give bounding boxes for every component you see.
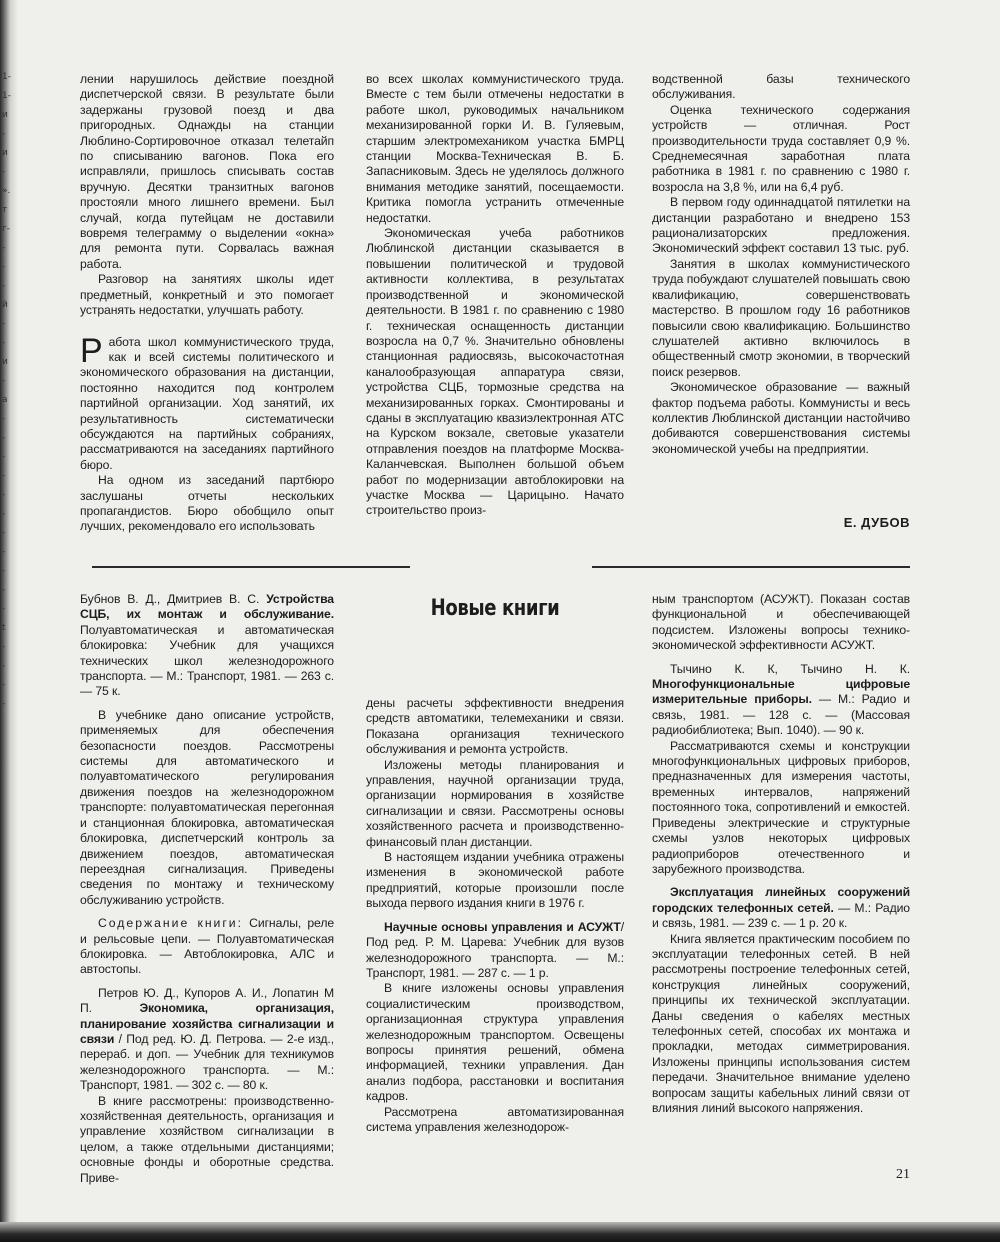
article-column-2 xyxy=(366,72,624,519)
margin-fragment: - xyxy=(2,471,6,481)
book-authors: Тычино К. К, Тычино Н. К. xyxy=(670,661,910,676)
page-number: 21 xyxy=(896,1167,910,1182)
book-entry xyxy=(652,885,910,931)
book-description: Книга является практическим пособием по эксплуатации телефонных сетей. В ней рассмотрены построение телефонных сетей, конструкция линейных сооружений, принципы их технической эксплуатации. Даны сведения о кабелях местных телефонных сетей, способах их монтажа и прокладки, методах симметрирования. Изложены принципы использования систем передачи. Значительное внимание уделено вопросам защиты кабельных линий связи от влияния линий высокого напряжения. xyxy=(652,931,910,1115)
book-authors: Петров Ю. Д., Купоров А. И., Лопатин М П. xyxy=(80,985,334,1016)
margin-fragment: т xyxy=(2,205,8,215)
margin-fragment: - xyxy=(2,414,6,424)
margin-fragment: - xyxy=(2,262,6,272)
book-contents xyxy=(80,916,334,978)
book-entry xyxy=(366,920,624,982)
margin-fragment: - xyxy=(2,167,6,177)
article-paragraph-dropcap xyxy=(80,331,334,474)
margin-fragment: - xyxy=(2,452,6,462)
book-details: — М.: Радио и связь, 1981. — 239 с. — 1 р. 20 к. xyxy=(652,900,910,931)
margin-fragment: г- xyxy=(2,224,10,234)
book-entry xyxy=(80,592,334,700)
margin-fragment: - xyxy=(2,433,6,443)
book-title: Научные основы управления и АСУЖТ xyxy=(384,919,621,934)
margin-fragment: - xyxy=(2,243,6,253)
margin-fragment: - xyxy=(2,129,6,139)
article-paragraph: Экономическая учеба работников Люблинской дистанции сказывается в повышении политической и трудовой активности коллектива, в результатах производственной и экономической деятельности. В 1981 г. по сравнению с 1980 г. техническая оснащенность дистанции возросла на 0,7 %. Значительно обновлены станционная радиосвязь, высокочастотная каналообразующая аппаратура связи, устройства СЦБ, тормозные средства на механизированных горках. Смонтированы и сданы в эксплуатацию квазиэлектронная АТС на Курском вокзале, световые указатели отправления поездов на платформе Москва-Каланчевская. Выполнен большой объем работ по модернизации автоблокировки на участке Москва — Царицыно. Начато строительство произ- xyxy=(366,226,624,518)
margin-fragment: ». xyxy=(2,186,11,196)
article-paragraph-text: абота школ коммунистического труда, как и всей системы политического и экономического образования на дистанции, постоянно находится под контролем партийной организации. Ход занятий, их результативность систематически обсуждаются на партийных собраниях, рассматриваются на заседаниях партийного бюро. xyxy=(80,334,334,472)
margin-fragment: - xyxy=(2,661,6,671)
margin-fragment: - xyxy=(2,338,6,348)
margin-fragment: - xyxy=(2,509,6,519)
section-divider-left xyxy=(92,566,410,568)
article-author: Е. ДУБОВ xyxy=(843,515,910,530)
margin-fragment: а xyxy=(2,395,8,405)
margin-fragment: - xyxy=(2,319,6,329)
article-column-1 xyxy=(80,72,334,535)
book-description: ным транспортом (АСУЖТ). Показан состав функциональной и обеспечивающей подсистем. Изложены вопросы технико-экономической эффективности АСУЖТ. xyxy=(652,592,910,653)
margin-fragment: - xyxy=(2,642,6,652)
book-details: /Под ред. Р. М. Царева: Учебник для вузов железнодорожного транспорта. — М.: Транспорт, 1981. — 287 с. — 1 р. xyxy=(366,919,624,980)
margin-fragment: - xyxy=(2,604,6,614)
book-details: — М.: Радио и связь, 1981. — 128 с. — (Массовая радиобиблиотека; Вып. 1040). — 90 к. xyxy=(652,692,911,738)
book-contents-text: Сигналы, реле и рельсовые цепи. — Полуавтоматическая блокировка. — Автоблокировка, АЛС и автостопы. xyxy=(80,916,335,977)
book-description: В книге изложены основы управления социалистическим производством, организационная структура управления железнодорожным транспортом. Освещены вопросы принятия решений, обмена информацией, техники управления. Дан анализ подбора, расстановки и воспитания кадров. xyxy=(366,981,624,1104)
book-description: В настоящем издании учебника отражены изменения в экономической работе предприятий, которые произошли после выхода первого издания книги в 1976 г. xyxy=(366,850,624,911)
article-paragraph: Экономическое образование — важный фактор подъема работы. Коммунисты и весь коллектив Люблинской дистанции настойчиво добиваются совершенствования системы экономической учебы на предприятии. xyxy=(652,380,910,456)
article-paragraph: водственной базы технического обслуживания. xyxy=(652,72,910,102)
margin-fragment: й xyxy=(2,300,8,310)
book-title: Устройства СЦБ, их монтаж и обслуживание. xyxy=(80,592,334,622)
scan-bottom-edge xyxy=(0,1222,1000,1242)
margin-fragment: и xyxy=(2,357,8,367)
margin-fragment: и xyxy=(2,110,8,120)
section-divider-right xyxy=(592,566,910,568)
margin-fragment: - xyxy=(2,566,6,576)
article-paragraph: Разговор на занятиях школы идет предметный, конкретный и это помогает устранять недостатки, улучшать работу. xyxy=(80,272,334,318)
margin-fragment: 1- xyxy=(2,72,11,82)
book-details: / Под ред. Ю. Д. Петрова. — 2-е изд., перераб. и доп. — Учебник для техникумов железнодорожного транспорта. — М.: Транспорт, 1981. — 302 с. — 80 к. xyxy=(80,1031,334,1093)
margin-fragment: и xyxy=(2,148,8,158)
book-contents-label: Содержание книги: xyxy=(98,916,244,931)
article-column-3 xyxy=(652,72,910,457)
margin-fragment: - xyxy=(2,547,6,557)
margin-fragment: 1- xyxy=(2,91,11,101)
article-paragraph: На одном из заседаний партбюро заслушаны отчеты нескольких пропагандистов. Бюро обобщило опыт лучших, рекомендовало его использовать xyxy=(80,473,334,534)
section-title: Новые книги xyxy=(430,596,560,621)
book-description: Рассмотрена автоматизированная система управления железнодорож- xyxy=(366,1104,624,1134)
book-entry xyxy=(80,986,334,1094)
book-title: Многофункциональные цифровые измерительные приборы. xyxy=(652,677,910,707)
book-details: Полуавтоматическая и автоматическая блокировка: Учебник для учащихся технических школ железнодорожного транспорта. — М.: Транспорт, 1981. — 263 с. — 75 к. xyxy=(80,622,334,699)
article-paragraph: Занятия в школах коммунистического труда побуждают слушателей повышать свою квалификацию, совершенствовать мастерство. В прошлом году 16 работников повысили свою квалификацию. Большинство слушателей активно включилось в общественный смотр экономии, в творческий поиск резервов. xyxy=(652,256,910,379)
drop-cap: Р xyxy=(80,331,103,370)
book-description: Изложены методы планирования и управления, научной организации труда, организации нормирования в хозяйстве сигнализации и связи. Рассмотрены основы хозяйственного расчета и производственно-финансовый план дистанции. xyxy=(366,757,624,849)
book-title: Экономика, организация, планирование хозяйства сигнализации и связи xyxy=(80,1001,335,1046)
books-column-1 xyxy=(80,592,334,1186)
books-column-2 xyxy=(366,696,624,1135)
article-paragraph: лении нарушилось действие поездной диспетчерской связи. В результате были задержаны грузовой поезд и два пригородных. Однажды на станции Люблино-Сортировочное отказал телетайп по списыванию вагонов. Пока его исправляли, пришлось списывать состав вручную. Десятки транзитных вагонов простояли много лишнего времени. Был случай, когда путейцам не доставили вовремя телеграмму о выделении «окна» для ремонта пути. Сорвалась важная работа. xyxy=(80,72,334,271)
article-paragraph: во всех школах коммунистического труда. Вместе с тем были отмечены недостатки в работе школ, руководимых начальником механизированной горки И. В. Гуляевым, старшим электромехаником участка БМРЦ станции Москва-Техническая В. Б. Запасниковым. Здесь не уделялось должного внимания методике занятий, посещаемости. Критика помогла устранить отмеченные недостатки. xyxy=(366,72,624,225)
book-title: Эксплуатация линейных сооружений городских телефонных сетей. xyxy=(652,885,910,915)
margin-fragment: - xyxy=(2,490,6,500)
books-column-3 xyxy=(652,592,910,1116)
margin-fragment: t xyxy=(2,623,6,633)
adjacent-page-fragments xyxy=(2,68,14,714)
margin-fragment: - xyxy=(2,699,6,709)
book-authors: Бубнов В. Д., Дмитриев В. С. xyxy=(80,592,267,606)
margin-fragment: - xyxy=(2,528,6,538)
margin-fragment: - xyxy=(2,585,6,595)
margin-fragment: - xyxy=(2,680,6,690)
book-description: Рассматриваются схемы и конструкции многофункциональных цифровых приборов, предназначенных для измерения частоты, временных интервалов, напряжений постоянного тока, сопротивлений и емкостей. Приведены электрические и структурные схемы узлов некоторых цифровых радиоприборов отечественного и зарубежного производства. xyxy=(652,738,910,876)
book-entry xyxy=(652,662,910,739)
article-paragraph: В первом году одиннадцатой пятилетки на дистанции разработано и внедрено 153 рационализаторских предложения. Экономический эффект составил 13 тыс. руб. xyxy=(652,195,910,256)
book-description: В книге рассмотрены: производственно-хозяйственная деятельность, организация и управление хозяйством сигнализации в целом, а также отдельными дистанциями; основные фонды и оборотные средства. Приве- xyxy=(80,1093,334,1185)
margin-fragment: - xyxy=(2,376,6,386)
article-paragraph: Оценка технического содержания устройств — отличная. Рост производительности труда составляет 0,9 %. Среднемесячная заработная плата работника в 1981 г. по сравнению с 1980 г. возросла на 3,8 %, или на 6,4 руб. xyxy=(652,102,910,194)
book-description: В учебнике дано описание устройств, применяемых для обеспечения безопасности поездов. Рассмотрены системы для автоматического и полуавтоматического регулирования движения поездов на железнодорожном транспорте: полуавтоматическая перегонная и станционная блокировка, автоматическая блокировка, диспетчерский контроль за движением поездов, автоматическая переездная сигнализация. Приведены сведения по монтажу и техническому обслуживанию устройств. xyxy=(80,707,334,907)
margin-fragment: - xyxy=(2,281,6,291)
book-description: дены расчеты эффективности внедрения средств автоматики, телемеханики и связи. Показана организация технического обслуживания и ремонта устройств. xyxy=(366,696,624,757)
